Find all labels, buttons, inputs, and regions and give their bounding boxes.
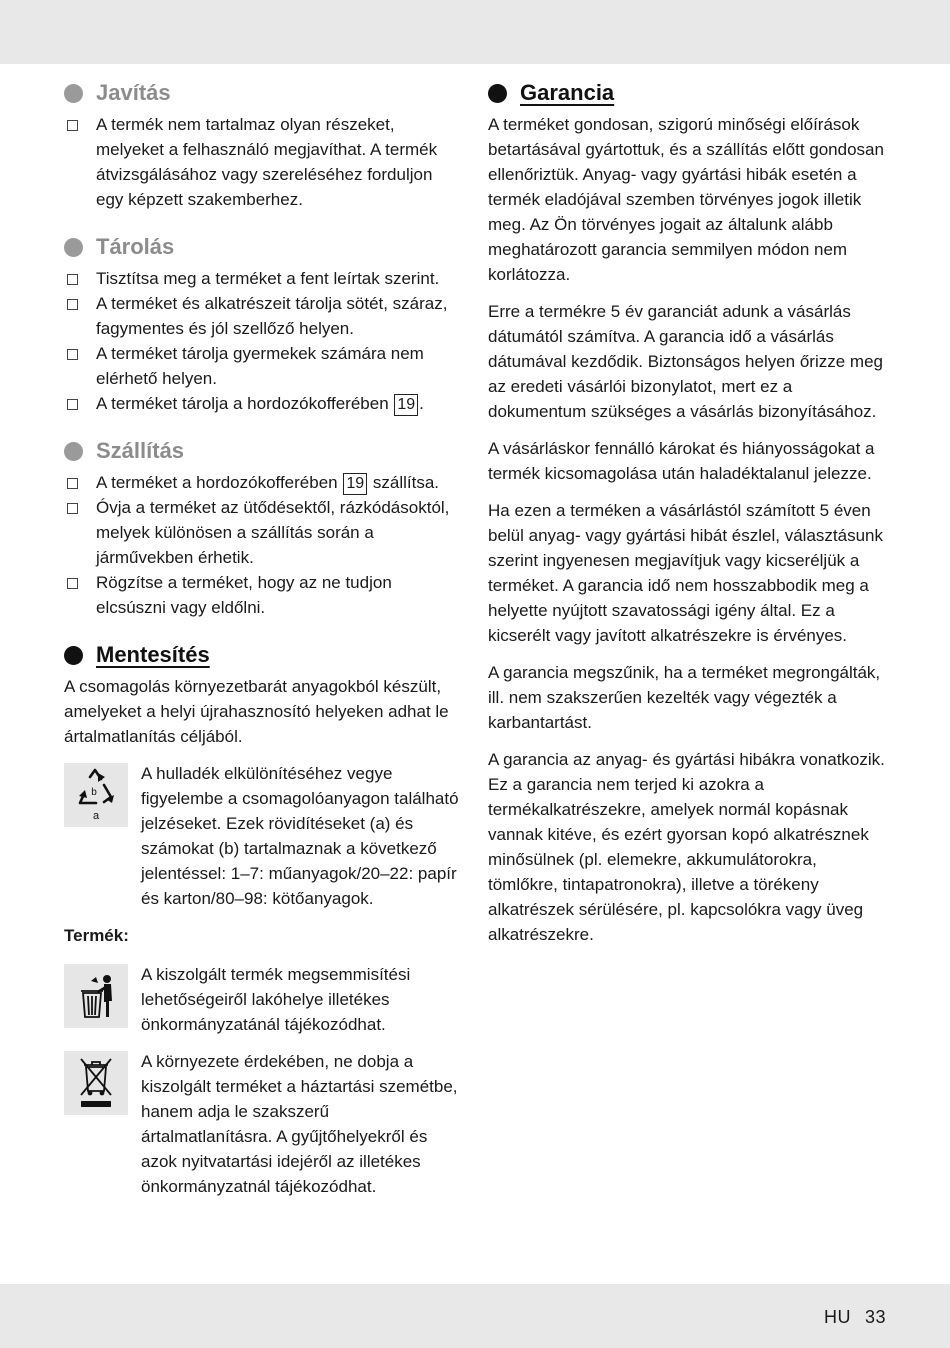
page-number-value: 33 — [864, 1307, 886, 1327]
recycle-text: A hulladék elkülönítéséhez vegye figyelembe a csomagolóanyagon található jelzéseket. Ezek rövidítéseket (a) és számokat (b) tartalmaznak a következő jelentéssel: 1–7: műanyagok/20–22: papír és karton/80–98: kötőanyagok. — [141, 764, 459, 908]
garancia-paragraph: A garancia megszűnik, ha a terméket megrongálták, ill. nem szakszerűen kezelték vagy végezték a karbantartást. — [488, 663, 881, 732]
garancia-paragraph: A vásárláskor fennálló károkat és hiányosságokat a termék kicsomagolása után haladéktalanul jelezze. — [488, 439, 875, 483]
bullet-dot-icon — [64, 646, 83, 665]
svg-text:b: b — [91, 787, 97, 798]
weee-text: A környezete érdekében, ne dobja a kiszolgált terméket a háztartási szemétbe, hanem adja le szakszerű ártalmatlanításra. A gyűjtőhelyekről és azok nyitvatartási idejéről az illetékes önkormányzatnál tájékozódhat. — [141, 1052, 458, 1196]
checkbox-square-icon — [67, 578, 78, 589]
checkbox-square-icon — [67, 120, 78, 131]
svg-text:a: a — [92, 810, 100, 822]
section-szallitas — [64, 436, 464, 620]
list-item: A terméket tárolja gyermekek számára nem elérhető helyen. — [64, 341, 464, 391]
list-item: Rögzítse a terméket, hogy az ne tudjon elcsúszni vagy eldőlni. — [64, 570, 464, 620]
checkbox-square-icon — [67, 299, 78, 310]
checkbox-square-icon — [67, 274, 78, 285]
checkbox-square-icon — [67, 399, 78, 410]
recycle-row — [64, 761, 464, 911]
bullet-dot-icon — [488, 84, 507, 103]
list-item: A terméket és alkatrészeit tárolja sötét, száraz, fagymentes és jól szellőző helyen. — [64, 291, 464, 341]
bottom-band — [0, 1284, 950, 1348]
section-javitas — [64, 78, 464, 212]
part-number-badge: 19 — [343, 473, 367, 495]
mentesites-intro: A csomagolás környezetbarát anyagokból készült, amelyeket a helyi újrahasznosító helyeken adhat le ártalmatlanítás céljából. — [64, 677, 449, 746]
list-item: A termék nem tartalmaz olyan részeket, melyeket a felhasználó megjavíthat. A termék átvizsgálásához vagy szereléséhez forduljon egy képzett szakemberhez. — [64, 112, 464, 212]
disposal-text: A kiszolgált termék megsemmisítési lehetőségeiről lakóhelye illetékes önkormányzatánál tájékozódhat. — [141, 965, 411, 1034]
javitas-list — [64, 112, 464, 212]
szallitas-list — [64, 470, 464, 620]
checkbox-square-icon — [67, 478, 78, 489]
top-band — [0, 0, 950, 64]
right-column — [488, 78, 890, 959]
checkbox-square-icon — [67, 503, 78, 514]
list-item: A terméket tárolja a hordozókofferében 19 . — [64, 391, 464, 416]
garancia-paragraph: A garancia az anyag- és gyártási hibákra vonatkozik. Ez a garancia nem terjed ki azokra a termékalkatrészekre, amelyek normál kopásnak vannak kitéve, és ezért gyorsan kopó alkatrésznek minősülnek (pl. elemekre, akkumulátorokra, tömlőkre, tintapatronokra), illetve a törékeny alkatrészek sérülésére, pl. kapcsolókra vagy üveg alkatrészekre. — [488, 750, 885, 944]
trash-bin-person-icon — [64, 964, 128, 1028]
bullet-dot-icon — [64, 238, 83, 257]
weee-row — [64, 1049, 464, 1199]
recycle-icon — [64, 763, 128, 827]
part-number-badge: 19 — [394, 394, 418, 416]
heading-mentesites: Mentesítés — [64, 640, 464, 670]
tarolas-list — [64, 266, 464, 416]
bullet-dot-icon — [64, 442, 83, 461]
product-label: Termék: — [64, 926, 129, 945]
list-item: Tisztítsa meg a terméket a fent leírtak szerint. — [64, 266, 464, 291]
section-mentesites — [64, 640, 464, 1199]
disposal-row — [64, 962, 464, 1037]
section-tarolas — [64, 232, 464, 416]
heading-tarolas: Tárolás — [64, 232, 464, 262]
list-item: A terméket a hordozókofferében 19 szállítsa. — [64, 470, 464, 495]
heading-szallitas: Szállítás — [64, 436, 464, 466]
list-item: Óvja a terméket az ütődésektől, rázkódásoktól, melyek különösen a szállítás során a járművekben érhetik. — [64, 495, 464, 570]
checkbox-square-icon — [67, 349, 78, 360]
heading-javitas: Javítás — [64, 78, 464, 108]
left-column — [64, 78, 464, 1219]
heading-garancia: Garancia — [488, 78, 890, 108]
page-number — [824, 1307, 886, 1328]
garancia-paragraph: Ha ezen a terméken a vásárlástól számított 5 éven belül anyag- vagy gyártási hibát észlel, választásunk szerint ingyenesen megjavítjuk vagy kicseréljük a terméket. A garancia idő nem hosszabbodik meg a helyette nyújtott szavatossági igény által. Ez a kicserélt vagy javított alkatrészekre is érvényes. — [488, 501, 883, 645]
language-code: HU — [823, 1307, 851, 1327]
crossed-bin-icon — [64, 1051, 128, 1115]
garancia-paragraph: Erre a termékre 5 év garanciát adunk a vásárlás dátumától számítva. A garancia idő a vásárlás dátumával kezdődik. Biztonságos helyen őrizze meg az eredeti vásárlói bizonylatot, mert ez a dokumentum szükséges a vásárlás bizonyításához. — [488, 302, 883, 421]
bullet-dot-icon — [64, 84, 83, 103]
garancia-paragraph: A terméket gondosan, szigorú minőségi előírások betartásával gyártottuk, és a szállítás előtt gondosan ellenőriztük. Anyag- vagy gyártási hibák esetén a termék eladójával szemben törvényes jogok illetik meg. Az Ön törvényes jogait az általunk alább meghatározott garancia semmilyen módon nem korlátozza. — [488, 115, 884, 284]
